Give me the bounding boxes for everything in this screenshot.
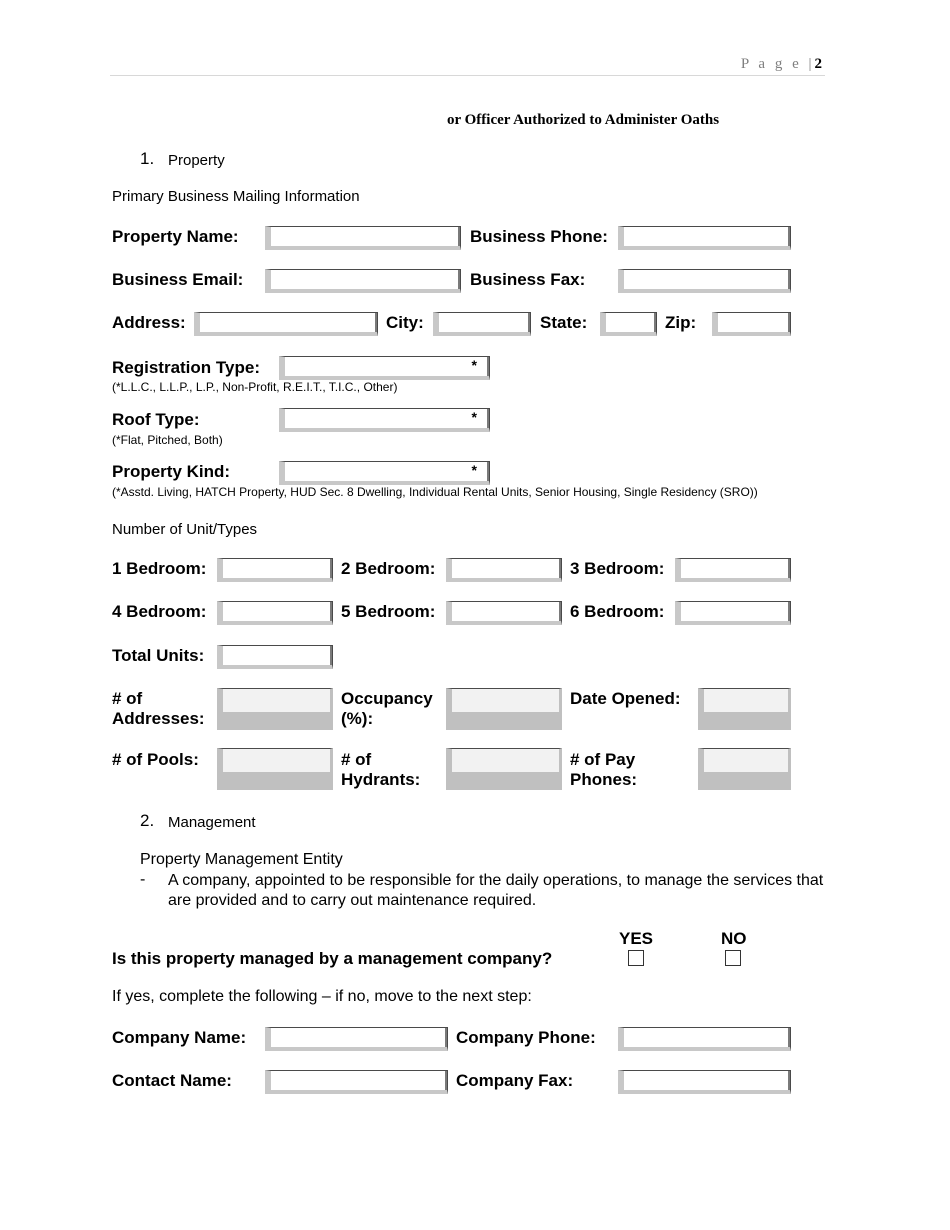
num-pay-phones-input[interactable] <box>698 748 791 790</box>
required-mark: * <box>471 357 477 373</box>
property-kind-select[interactable] <box>279 461 490 485</box>
bedroom-3-input[interactable] <box>675 558 791 582</box>
num-addresses-label: # of Addresses: <box>112 689 205 728</box>
company-name-label: Company Name: <box>112 1028 247 1047</box>
company-phone-label: Company Phone: <box>456 1028 596 1047</box>
bedroom-6-input[interactable] <box>675 601 791 625</box>
header-divider <box>110 75 825 76</box>
address-input[interactable] <box>194 312 378 336</box>
company-fax-input[interactable] <box>618 1070 791 1094</box>
required-mark: * <box>471 462 477 478</box>
section-2-title: Management <box>168 814 256 831</box>
section-1-title: Property <box>168 152 225 169</box>
zip-label: Zip: <box>665 313 697 332</box>
bedroom-5-label: 5 Bedroom: <box>341 602 436 621</box>
num-pools-label: # of Pools: <box>112 750 199 769</box>
registration-type-hint: (*L.L.C., L.L.P., L.P., Non-Profit, R.E.I.T., T.I.C., Other) <box>112 380 398 394</box>
total-units-label: Total Units: <box>112 646 205 665</box>
oaths-line: or Officer Authorized to Administer Oaths <box>447 112 720 128</box>
business-phone-input[interactable] <box>618 226 791 250</box>
yes-label: YES <box>619 929 654 948</box>
property-name-input[interactable] <box>265 226 461 250</box>
property-kind-hint: (*Asstd. Living, HATCH Property, HUD Sec. 8 Dwelling, Individual Rental Units, Senior Housing, Single Residency (SRO)) <box>112 485 758 499</box>
page-label: P a g e | <box>740 56 815 72</box>
total-units-input[interactable] <box>217 645 333 669</box>
property-kind-label: Property Kind: <box>112 462 231 481</box>
property-name-label: Property Name: <box>112 227 239 246</box>
bullet-dash: - <box>140 871 146 888</box>
company-name-input[interactable] <box>265 1027 448 1051</box>
occupancy-label: Occupancy (%): <box>341 689 433 728</box>
num-hydrants-label: # of Hydrants: <box>341 750 421 789</box>
occupancy-input[interactable] <box>446 688 562 730</box>
bedroom-6-label: 6 Bedroom: <box>570 602 665 621</box>
yes-checkbox[interactable] <box>628 950 644 966</box>
bedroom-3-label: 3 Bedroom: <box>570 559 665 578</box>
page-number <box>741 56 822 73</box>
management-instruction: If yes, complete the following – if no, move to the next step: <box>112 988 532 1005</box>
registration-type-label: Registration Type: <box>112 358 260 377</box>
section-2-number: 2. <box>140 811 155 830</box>
bedroom-5-input[interactable] <box>446 601 562 625</box>
business-fax-label: Business Fax: <box>470 270 586 289</box>
zip-input[interactable] <box>712 312 791 336</box>
roof-type-select[interactable] <box>279 408 490 432</box>
business-phone-label: Business Phone: <box>470 227 608 246</box>
management-entity-heading: Property Management Entity <box>140 851 343 868</box>
bedroom-2-input[interactable] <box>446 558 562 582</box>
num-pay-phones-label: # of Pay Phones: <box>570 750 638 789</box>
bedroom-2-label: 2 Bedroom: <box>341 559 436 578</box>
bedroom-4-label: 4 Bedroom: <box>112 602 207 621</box>
units-heading: Number of Unit/Types <box>112 521 258 538</box>
required-mark: * <box>471 409 477 425</box>
page-number-value: 2 <box>814 56 822 72</box>
bedroom-1-input[interactable] <box>217 558 333 582</box>
state-label: State: <box>540 313 588 332</box>
business-email-input[interactable] <box>265 269 461 293</box>
registration-type-select[interactable] <box>279 356 490 380</box>
state-input[interactable] <box>600 312 657 336</box>
bedroom-4-input[interactable] <box>217 601 333 625</box>
business-fax-input[interactable] <box>618 269 791 293</box>
management-description: A company, appointed to be responsible for the daily operations, to manage the services that are provided and to carry out maintenance required. <box>168 872 824 909</box>
address-label: Address: <box>112 313 186 332</box>
company-phone-input[interactable] <box>618 1027 791 1051</box>
section-1-number: 1. <box>140 149 155 168</box>
contact-name-label: Contact Name: <box>112 1071 232 1090</box>
management-question: Is this property managed by a management company? <box>112 949 553 968</box>
roof-type-label: Roof Type: <box>112 410 200 429</box>
num-addresses-input[interactable] <box>217 688 333 730</box>
city-label: City: <box>386 313 424 332</box>
num-hydrants-input[interactable] <box>446 748 562 790</box>
contact-name-input[interactable] <box>265 1070 448 1094</box>
company-fax-label: Company Fax: <box>456 1071 574 1090</box>
bedroom-1-label: 1 Bedroom: <box>112 559 207 578</box>
section-1-subtitle: Primary Business Mailing Information <box>112 188 360 205</box>
no-label: NO <box>721 929 747 948</box>
date-opened-label: Date Opened: <box>570 689 681 708</box>
city-input[interactable] <box>433 312 531 336</box>
no-checkbox[interactable] <box>725 950 741 966</box>
business-email-label: Business Email: <box>112 270 244 289</box>
date-opened-input[interactable] <box>698 688 791 730</box>
roof-type-hint: (*Flat, Pitched, Both) <box>112 433 223 447</box>
num-pools-input[interactable] <box>217 748 333 790</box>
